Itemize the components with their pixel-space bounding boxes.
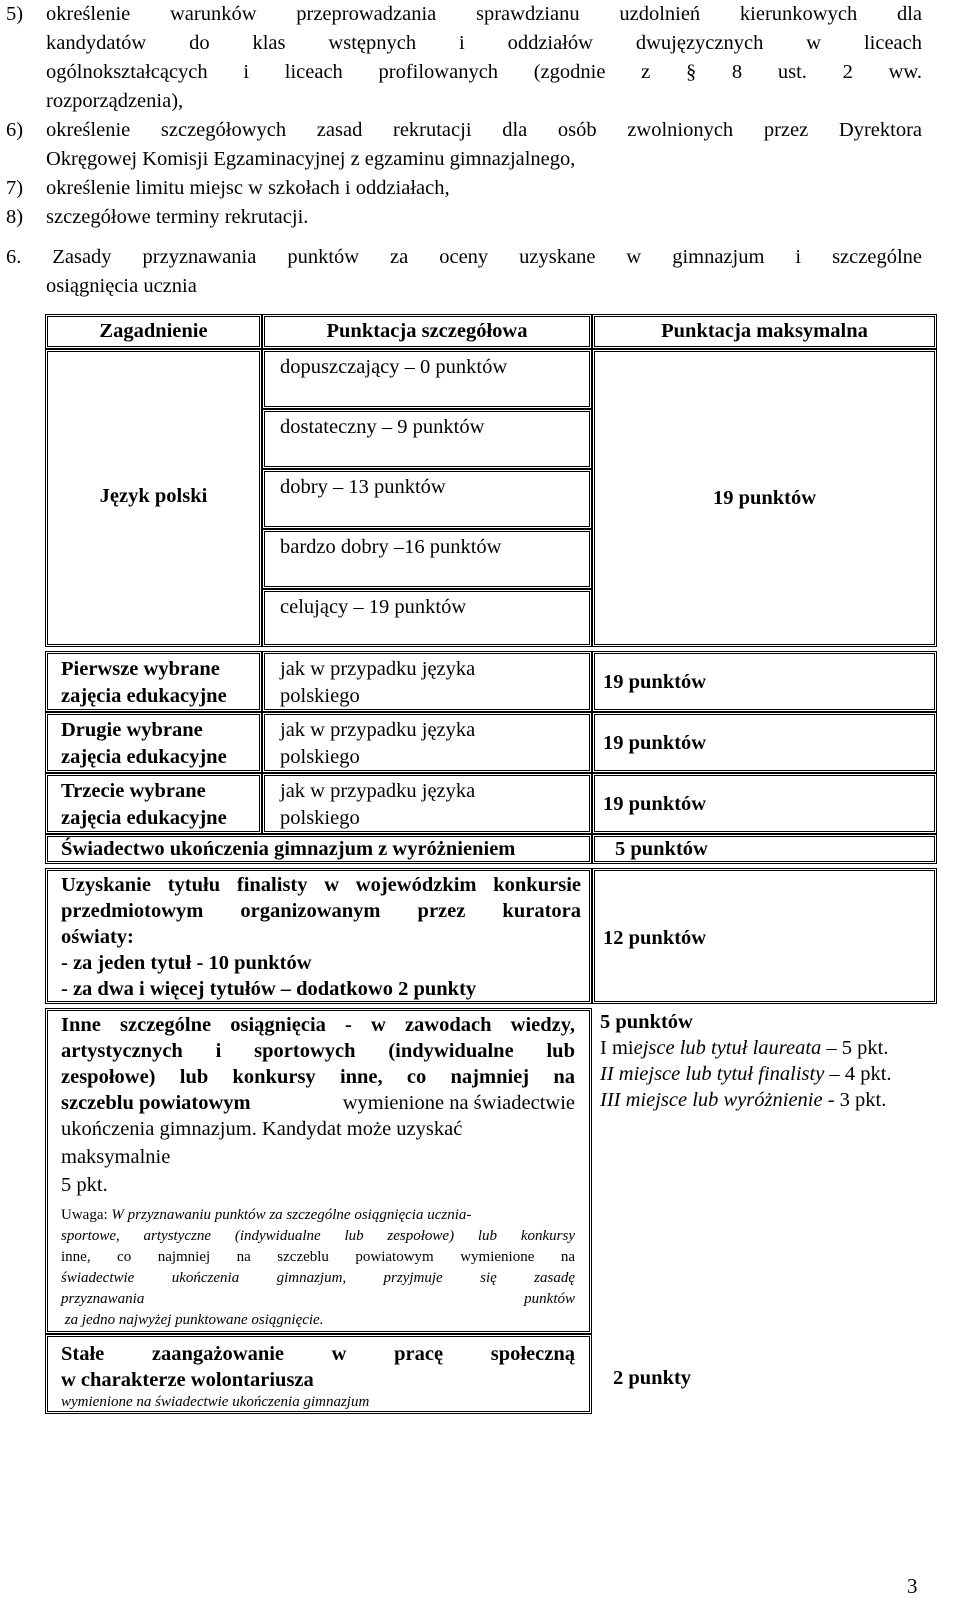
finalista-cell bbox=[45, 868, 592, 1004]
grade-cell bbox=[262, 349, 592, 409]
subject-1-detail-cell bbox=[262, 651, 592, 712]
inne-max-fragment: I mi bbox=[600, 1037, 634, 1059]
note-line: inne, co najmniej na szczeblu powiatowym wymienione na bbox=[61, 1249, 575, 1265]
inne-line: Inne szczególne osiągnięcia - w zawodach wiedzy, bbox=[61, 1014, 575, 1036]
note-line: świadectwie ukończenia gimnazjum, przyjmuje się zasadę bbox=[61, 1270, 575, 1286]
finalista-line: - za jeden tytuł - 10 punktów bbox=[61, 952, 312, 974]
inne-max-title: 5 punktów bbox=[600, 1011, 693, 1033]
list-text-line: określenie szczegółowych zasad rekrutacji dla osób zwolnionych przez Dyrektora bbox=[46, 119, 922, 141]
inne-line: 5 pkt. bbox=[61, 1174, 108, 1196]
subject-3-max-cell bbox=[592, 773, 937, 834]
inne-max-fragment: - 3 pkt. bbox=[822, 1089, 887, 1111]
grade-text: dopuszczający – 0 punktów bbox=[280, 356, 508, 378]
note-fragment: punktów bbox=[524, 1291, 575, 1307]
subject-detail: polskiego bbox=[280, 685, 360, 707]
note-line: za jedno najwyżej punktowane osiągnięcie. bbox=[61, 1312, 324, 1328]
inne-max-fragment: ejsce lub tytuł laureata – bbox=[633, 1037, 837, 1059]
wolontariat-max: 2 punkty bbox=[613, 1367, 692, 1389]
wyroznienie-label: Świadectwo ukończenia gimnazjum z wyróżnieniem bbox=[61, 838, 516, 860]
subject-name: Trzecie wybrane bbox=[61, 780, 206, 802]
inne-line: artystycznych i sportowych (indywidualne lub bbox=[61, 1040, 575, 1062]
subject-detail: polskiego bbox=[280, 746, 360, 768]
list-number: 6) bbox=[6, 119, 24, 141]
note-line: sportowe, artystyczne (indywidualne lub zespołowe) lub konkursy bbox=[61, 1228, 575, 1244]
inne-line: zespołowe) lub konkursy inne, co najmniej na bbox=[61, 1066, 575, 1088]
subject-name: zajęcia edukacyjne bbox=[61, 746, 227, 768]
grade-text: dobry – 13 punktów bbox=[280, 476, 446, 498]
finalista-line: przedmiotowym organizowanym przez kuratora bbox=[61, 900, 581, 922]
inne-line bbox=[61, 1089, 575, 1118]
grade-cell bbox=[262, 469, 592, 529]
list-text-line: ogólnokształcących i liceach profilowanych (zgodnie z § 8 ust. 2 ww. bbox=[46, 61, 922, 83]
wolontariat-note: wymienione na świadectwie ukończenia gimnazjum bbox=[61, 1394, 370, 1410]
list-number: 7) bbox=[6, 177, 24, 199]
list-number: 5) bbox=[6, 3, 24, 25]
jezyk-polski-label: Język polski bbox=[99, 485, 208, 507]
page-number: 3 bbox=[907, 1574, 918, 1598]
list-text-line: określenie limitu miejsc w szkołach i oddziałach, bbox=[46, 177, 450, 199]
inne-line: ukończenia gimnazjum. Kandydat może uzyskać bbox=[61, 1118, 463, 1140]
subject-max: 19 punktów bbox=[603, 732, 707, 754]
grade-text: dostateczny – 9 punktów bbox=[280, 416, 485, 438]
subject-detail: polskiego bbox=[280, 807, 360, 829]
inne-bold-fragment: szczeblu powiatowym bbox=[61, 1092, 251, 1114]
list-text-line: kandydatów do klas wstępnych i oddziałów dwujęzycznych w liceach bbox=[46, 32, 922, 54]
jezyk-polski-label-cell bbox=[45, 349, 262, 647]
wolontariat-line: w charakterze wolontariusza bbox=[61, 1369, 314, 1391]
inne-line: maksymalnie bbox=[61, 1146, 171, 1168]
subject-1-max-cell bbox=[592, 651, 937, 712]
subject-detail: jak w przypadku języka bbox=[280, 719, 476, 741]
subject-name: Drugie wybrane bbox=[61, 719, 203, 741]
subject-detail: jak w przypadku języka bbox=[280, 780, 476, 802]
subject-2-name-cell bbox=[45, 712, 262, 773]
subject-name: zajęcia edukacyjne bbox=[61, 807, 227, 829]
jezyk-polski-max-cell bbox=[592, 349, 937, 647]
finalista-max: 12 punktów bbox=[603, 927, 707, 949]
finalista-line: - za dwa i więcej tytułów – dodatkowo 2 punkty bbox=[61, 978, 477, 1000]
note-fragment: przyznawania bbox=[61, 1291, 145, 1307]
wyroznienie-max-cell bbox=[592, 834, 937, 864]
grade-cell bbox=[262, 409, 592, 469]
subject-2-detail-cell bbox=[262, 712, 592, 773]
grade-cell bbox=[262, 589, 592, 647]
inne-max-line bbox=[600, 1086, 886, 1115]
header-punktacja-szczegolowa: Punktacja szczegółowa bbox=[262, 314, 592, 349]
list-number: 8) bbox=[6, 206, 24, 228]
grade-text: bardzo dobry –16 punktów bbox=[280, 536, 502, 558]
wyroznienie-label-cell bbox=[45, 834, 592, 864]
inne-max-fragment: 5 pkt. bbox=[836, 1037, 889, 1059]
inne-max-fragment: II miejsce lub tytuł finalisty – bbox=[600, 1063, 840, 1085]
subject-3-detail-cell bbox=[262, 773, 592, 834]
finalista-max-cell bbox=[592, 868, 937, 1004]
grade-cell bbox=[262, 529, 592, 589]
inne-max-fragment: 4 pkt. bbox=[839, 1063, 892, 1085]
inne-max-line bbox=[600, 1060, 892, 1089]
jezyk-polski-max: 19 punktów bbox=[712, 487, 817, 509]
note-prefix: Uwaga: bbox=[61, 1207, 112, 1223]
inne-max-line bbox=[600, 1034, 888, 1063]
list-text-line: szczegółowe terminy rekrutacji. bbox=[46, 206, 309, 228]
wolontariat-cell bbox=[45, 1334, 592, 1414]
list-text-line: określenie warunków przeprowadzania sprawdzianu uzdolnień kierunkowych dla bbox=[46, 3, 922, 25]
inne-osiagniecia-cell bbox=[45, 1008, 592, 1334]
note-line bbox=[61, 1289, 575, 1311]
finalista-line: oświaty: bbox=[61, 926, 134, 948]
subject-name: zajęcia edukacyjne bbox=[61, 685, 227, 707]
header-zagadnienie: Zagadnienie bbox=[45, 314, 262, 349]
list-text-line: rozporządzenia), bbox=[46, 90, 184, 112]
wyroznienie-max: 5 punktów bbox=[615, 838, 708, 860]
subject-name: Pierwsze wybrane bbox=[61, 658, 220, 680]
inne-fragment: wymienione na świadectwie bbox=[342, 1092, 575, 1114]
grade-text: celujący – 19 punktów bbox=[280, 596, 467, 618]
list-text-line: Okręgowej Komisji Egzaminacyjnej z egzaminu gimnazjalnego, bbox=[46, 148, 576, 170]
section-heading: 6. Zasady przyznawania punktów za oceny uzyskane w gimnazjum i szczególne bbox=[6, 246, 922, 268]
wolontariat-line: Stałe zaangażowanie w pracę społeczną bbox=[61, 1343, 575, 1365]
subject-3-name-cell bbox=[45, 773, 262, 834]
section-heading-cont: osiągnięcia ucznia bbox=[46, 275, 197, 297]
subject-max: 19 punktów bbox=[603, 793, 707, 815]
inne-max-fragment: III miejsce lub wyróżnienie bbox=[600, 1089, 823, 1111]
header-punktacja-maksymalna: Punktacja maksymalna bbox=[592, 314, 937, 349]
subject-max: 19 punktów bbox=[603, 671, 707, 693]
note-line bbox=[61, 1205, 575, 1227]
finalista-line: Uzyskanie tytułu finalisty w wojewódzkim konkursie bbox=[61, 874, 581, 896]
note-text: W przyznawaniu punktów za szczególne osiągnięcia ucznia- bbox=[111, 1207, 472, 1223]
subject-2-max-cell bbox=[592, 712, 937, 773]
subject-1-name-cell bbox=[45, 651, 262, 712]
subject-detail: jak w przypadku języka bbox=[280, 658, 476, 680]
